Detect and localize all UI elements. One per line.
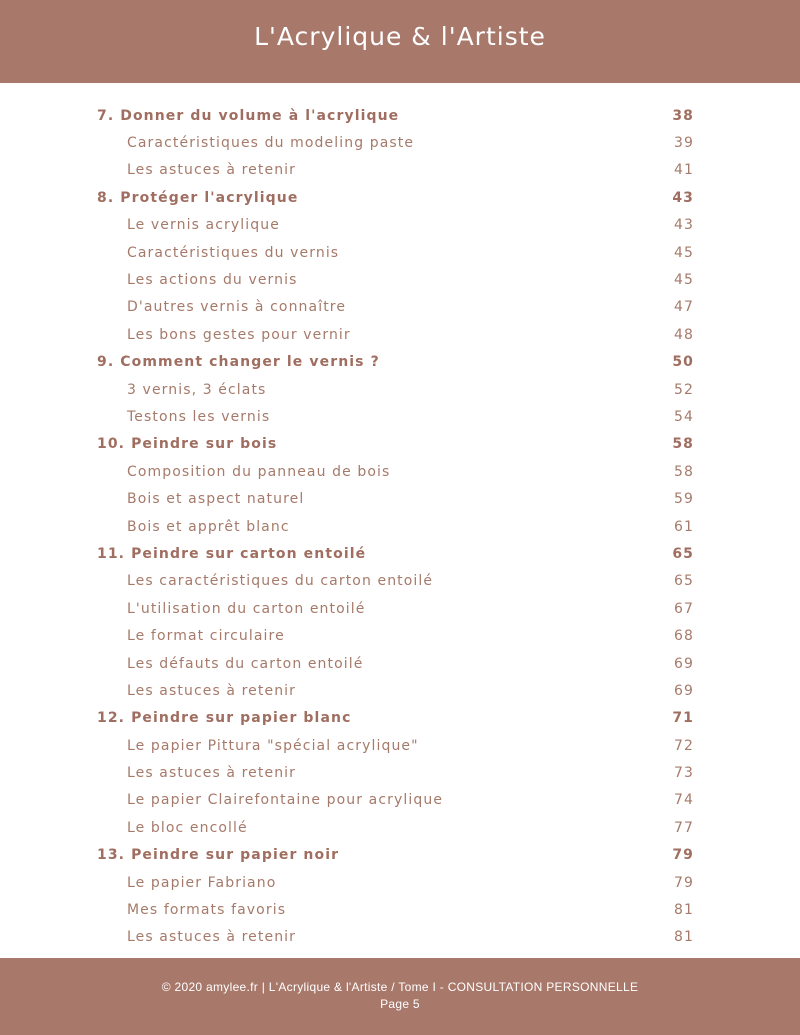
toc-entry-label: 12. Peindre sur papier blanc xyxy=(97,710,352,727)
toc-entry-label: Les astuces à retenir xyxy=(127,682,297,699)
toc-entry-label: L'utilisation du carton entoilé xyxy=(127,600,366,617)
toc-entry-page: 54 xyxy=(673,408,694,425)
toc-section-row[interactable] xyxy=(97,212,694,239)
toc-entry-page: 74 xyxy=(673,792,694,809)
toc-section-row[interactable] xyxy=(97,814,694,841)
toc-section-row[interactable] xyxy=(97,403,694,430)
toc-entry-page: 81 xyxy=(673,902,694,919)
toc-entry-page: 69 xyxy=(673,682,694,699)
toc-entry-page: 41 xyxy=(673,162,694,179)
toc-entry-page: 61 xyxy=(673,518,694,535)
toc-entry-page: 38 xyxy=(672,107,694,124)
toc-section-row[interactable] xyxy=(97,622,694,649)
toc-entry-label: Le papier Clairefontaine pour acrylique xyxy=(127,792,444,809)
toc-chapter-row[interactable] xyxy=(97,431,694,458)
table-of-contents xyxy=(97,102,694,951)
toc-entry-page: 58 xyxy=(673,463,694,480)
toc-entry-label: Les astuces à retenir xyxy=(127,765,297,782)
toc-entry-label: Les astuces à retenir xyxy=(127,929,297,946)
toc-entry-label: Les défauts du carton entoilé xyxy=(127,655,364,672)
toc-section-row[interactable] xyxy=(97,485,694,512)
toc-section-row[interactable] xyxy=(97,677,694,704)
toc-entry-page: 43 xyxy=(673,217,694,234)
toc-section-row[interactable] xyxy=(97,458,694,485)
page-footer xyxy=(0,958,800,1035)
toc-chapter-row[interactable] xyxy=(97,705,694,732)
toc-entry-page: 45 xyxy=(673,244,694,261)
toc-entry-label: Les caractéristiques du carton entoilé xyxy=(127,573,434,590)
toc-entry-label: Le papier Pittura "spécial acrylique" xyxy=(127,737,419,754)
toc-entry-page: 69 xyxy=(673,655,694,672)
toc-entry-page: 39 xyxy=(673,135,694,152)
toc-section-row[interactable] xyxy=(97,568,694,595)
toc-entry-label: Le vernis acrylique xyxy=(127,217,280,234)
toc-entry-label: Bois et apprêt blanc xyxy=(127,518,290,535)
toc-entry-page: 72 xyxy=(673,737,694,754)
toc-chapter-row[interactable] xyxy=(97,540,694,567)
toc-entry-page: 73 xyxy=(673,765,694,782)
toc-entry-label: 11. Peindre sur carton entoilé xyxy=(97,545,367,562)
toc-entry-label: 13. Peindre sur papier noir xyxy=(97,847,340,864)
toc-entry-page: 52 xyxy=(673,381,694,398)
toc-entry-label: 3 vernis, 3 éclats xyxy=(127,381,267,398)
toc-chapter-row[interactable] xyxy=(97,102,694,129)
toc-entry-page: 58 xyxy=(672,436,694,453)
toc-entry-page: 65 xyxy=(672,545,694,562)
toc-chapter-row[interactable] xyxy=(97,184,694,211)
toc-section-row[interactable] xyxy=(97,759,694,786)
toc-entry-page: 59 xyxy=(673,491,694,508)
toc-entry-label: Caractéristiques du vernis xyxy=(127,244,340,261)
toc-entry-label: 10. Peindre sur bois xyxy=(97,436,278,453)
toc-entry-page: 68 xyxy=(673,628,694,645)
footer-page-number: Page 5 xyxy=(380,997,420,1011)
toc-entry-label: Testons les vernis xyxy=(127,408,271,425)
toc-entry-label: Le papier Fabriano xyxy=(127,874,277,891)
page-title: L'Acrylique & l'Artiste xyxy=(254,22,546,51)
toc-entry-page: 47 xyxy=(673,299,694,316)
toc-entry-page: 79 xyxy=(673,874,694,891)
toc-entry-label: 7. Donner du volume à l'acrylique xyxy=(97,107,400,124)
toc-entry-page: 45 xyxy=(673,272,694,289)
toc-section-row[interactable] xyxy=(97,732,694,759)
toc-section-row[interactable] xyxy=(97,787,694,814)
toc-entry-label: 8. Protéger l'acrylique xyxy=(97,189,299,206)
toc-entry-label: Les astuces à retenir xyxy=(127,162,297,179)
toc-entry-label: Composition du panneau de bois xyxy=(127,463,391,480)
toc-entry-label: Le bloc encollé xyxy=(127,819,248,836)
toc-entry-label: 9. Comment changer le vernis ? xyxy=(97,354,380,371)
footer-copyright: © 2020 amylee.fr | L'Acrylique & l'Artiste / Tome I - CONSULTATION PERSONNELLE xyxy=(161,980,639,994)
toc-entry-label: Les bons gestes pour vernir xyxy=(127,326,351,343)
toc-section-row[interactable] xyxy=(97,513,694,540)
toc-section-row[interactable] xyxy=(97,869,694,896)
toc-entry-page: 81 xyxy=(673,929,694,946)
toc-chapter-row[interactable] xyxy=(97,349,694,376)
toc-entry-label: Mes formats favoris xyxy=(127,902,287,919)
page-header xyxy=(0,0,800,83)
toc-entry-label: Bois et aspect naturel xyxy=(127,491,305,508)
toc-section-row[interactable] xyxy=(97,294,694,321)
toc-section-row[interactable] xyxy=(97,896,694,923)
toc-section-row[interactable] xyxy=(97,650,694,677)
toc-entry-page: 79 xyxy=(672,847,694,864)
toc-section-row[interactable] xyxy=(97,239,694,266)
toc-entry-page: 48 xyxy=(673,326,694,343)
toc-section-row[interactable] xyxy=(97,595,694,622)
toc-section-row[interactable] xyxy=(97,924,694,951)
toc-section-row[interactable] xyxy=(97,266,694,293)
toc-entry-label: Les actions du vernis xyxy=(127,272,298,289)
toc-entry-page: 67 xyxy=(673,600,694,617)
toc-entry-label: Caractéristiques du modeling paste xyxy=(127,135,415,152)
toc-entry-label: Le format circulaire xyxy=(127,628,285,645)
toc-section-row[interactable] xyxy=(97,157,694,184)
toc-section-row[interactable] xyxy=(97,129,694,156)
toc-section-row[interactable] xyxy=(97,321,694,348)
toc-entry-label: D'autres vernis à connaître xyxy=(127,299,347,316)
toc-chapter-row[interactable] xyxy=(97,842,694,869)
toc-entry-page: 50 xyxy=(672,354,694,371)
toc-entry-page: 71 xyxy=(672,710,694,727)
toc-section-row[interactable] xyxy=(97,376,694,403)
toc-entry-page: 65 xyxy=(673,573,694,590)
toc-entry-page: 43 xyxy=(672,189,694,206)
toc-entry-page: 77 xyxy=(673,819,694,836)
